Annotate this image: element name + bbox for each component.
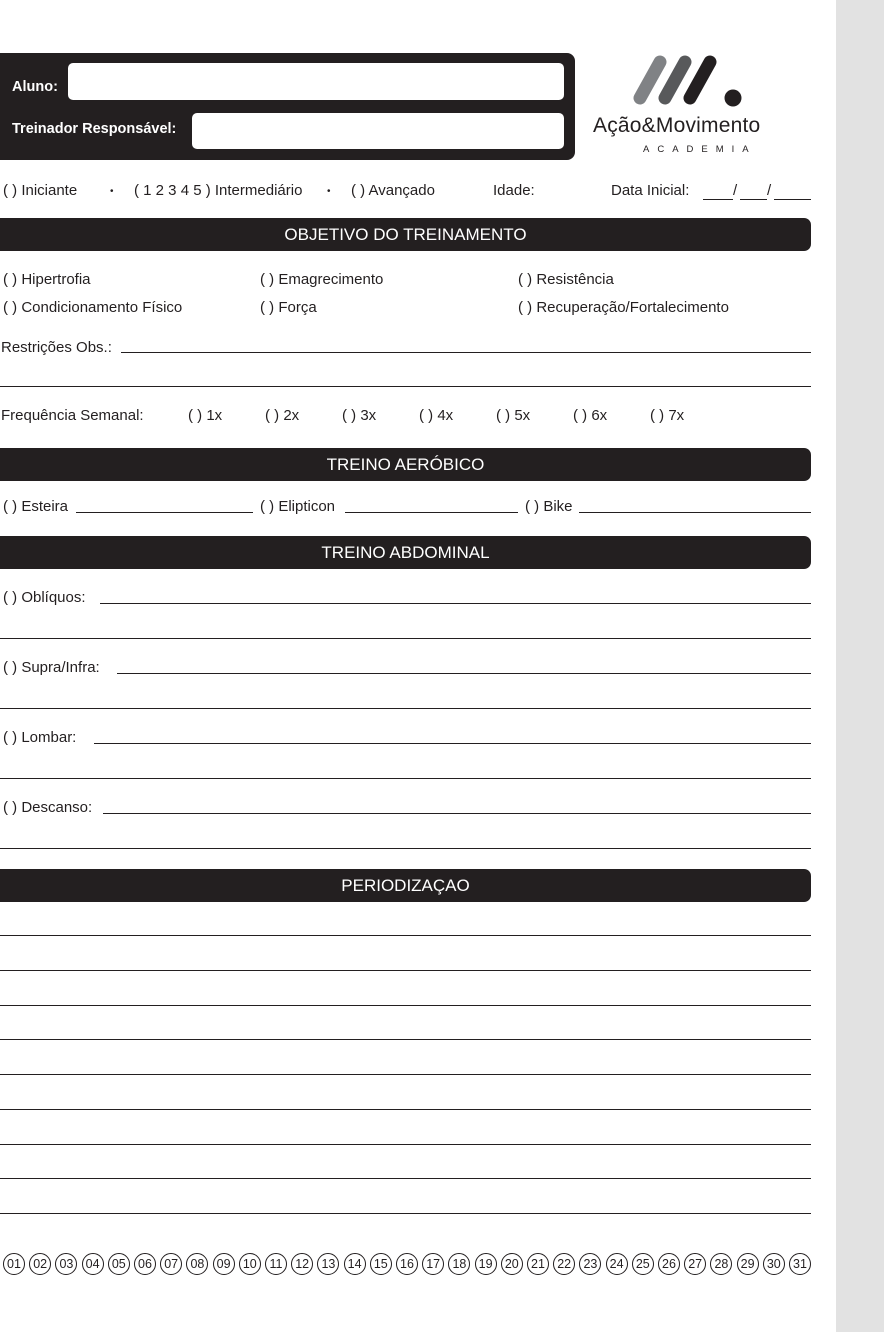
restrictions-line[interactable] bbox=[0, 386, 811, 387]
day-circle[interactable]: 12 bbox=[291, 1253, 313, 1275]
restrictions-line[interactable] bbox=[121, 352, 811, 353]
age-label: Idade: bbox=[493, 182, 535, 199]
section-title: TREINO AERÓBICO bbox=[326, 454, 485, 474]
level-beginner[interactable]: ( ) Iniciante bbox=[3, 182, 78, 199]
frequency-option[interactable]: ( ) 3x bbox=[342, 407, 377, 424]
date-year-line[interactable] bbox=[774, 199, 811, 200]
aerobic-treadmill[interactable]: ( ) Esteira bbox=[3, 498, 69, 515]
day-circle[interactable]: 18 bbox=[448, 1253, 470, 1275]
section-title: PERIODIZAÇAO bbox=[341, 875, 470, 895]
obliques-line[interactable] bbox=[100, 603, 811, 604]
logo-subtitle: ACADEMIA bbox=[643, 144, 757, 155]
day-circle[interactable]: 17 bbox=[422, 1253, 444, 1275]
logo-name: Ação&Movimento bbox=[593, 114, 761, 137]
section-bar-periodization bbox=[0, 869, 811, 902]
bullet: • bbox=[110, 186, 114, 197]
day-circle[interactable]: 26 bbox=[658, 1253, 680, 1275]
rest-line[interactable] bbox=[103, 813, 811, 814]
periodization-line[interactable] bbox=[0, 935, 811, 936]
obliques-line[interactable] bbox=[0, 638, 811, 639]
frequency-option[interactable]: ( ) 1x bbox=[188, 407, 223, 424]
date-separator: / bbox=[733, 182, 738, 199]
objective-option[interactable]: ( ) Resistência bbox=[518, 271, 614, 288]
logo-mark-icon bbox=[630, 54, 750, 110]
date-separator: / bbox=[767, 182, 772, 199]
level-advanced[interactable]: ( ) Avançado bbox=[351, 182, 435, 199]
aerobic-bike[interactable]: ( ) Bike bbox=[525, 498, 573, 515]
trainer-name-field[interactable] bbox=[192, 113, 564, 149]
student-label: Aluno: bbox=[12, 79, 58, 95]
day-circle[interactable]: 02 bbox=[29, 1253, 51, 1275]
section-title: OBJETIVO DO TREINAMENTO bbox=[284, 224, 527, 244]
level-intermediate[interactable]: ( 1 2 3 4 5 ) Intermediário bbox=[134, 182, 303, 199]
supra-infra-line[interactable] bbox=[0, 708, 811, 709]
section-bar-objective bbox=[0, 218, 811, 251]
day-circle[interactable]: 24 bbox=[606, 1253, 628, 1275]
frequency-option[interactable]: ( ) 6x bbox=[573, 407, 608, 424]
day-circle[interactable]: 07 bbox=[160, 1253, 182, 1275]
abdominal-lumbar[interactable]: ( ) Lombar: bbox=[3, 729, 77, 746]
day-circle[interactable]: 27 bbox=[684, 1253, 706, 1275]
objective-option[interactable]: ( ) Emagrecimento bbox=[260, 271, 384, 288]
date-day-line[interactable] bbox=[703, 199, 733, 200]
bike-line[interactable] bbox=[579, 512, 811, 513]
day-circle[interactable]: 22 bbox=[553, 1253, 575, 1275]
objective-option[interactable]: ( ) Força bbox=[260, 299, 317, 316]
page-margin-bar bbox=[836, 0, 884, 1332]
day-circle[interactable]: 19 bbox=[475, 1253, 497, 1275]
abdominal-obliques[interactable]: ( ) Oblíquos: bbox=[3, 589, 86, 606]
frequency-label: Frequência Semanal: bbox=[1, 407, 144, 424]
day-circle[interactable]: 11 bbox=[265, 1253, 287, 1275]
day-circle[interactable]: 10 bbox=[239, 1253, 261, 1275]
frequency-option[interactable]: ( ) 5x bbox=[496, 407, 531, 424]
day-circle[interactable]: 01 bbox=[3, 1253, 25, 1275]
day-circle[interactable]: 04 bbox=[82, 1253, 104, 1275]
frequency-option[interactable]: ( ) 2x bbox=[265, 407, 300, 424]
student-name-field[interactable] bbox=[68, 63, 564, 100]
frequency-option[interactable]: ( ) 4x bbox=[419, 407, 454, 424]
treadmill-line[interactable] bbox=[76, 512, 253, 513]
day-circle[interactable]: 23 bbox=[579, 1253, 601, 1275]
day-circle[interactable]: 25 bbox=[632, 1253, 654, 1275]
day-circle[interactable]: 08 bbox=[186, 1253, 208, 1275]
day-circle[interactable]: 06 bbox=[134, 1253, 156, 1275]
day-circle[interactable]: 03 bbox=[55, 1253, 77, 1275]
lumbar-line[interactable] bbox=[0, 778, 811, 779]
day-circle[interactable]: 14 bbox=[344, 1253, 366, 1275]
student-header-box bbox=[0, 53, 575, 160]
day-circle[interactable]: 13 bbox=[317, 1253, 339, 1275]
abdominal-supra-infra[interactable]: ( ) Supra/Infra: bbox=[3, 659, 100, 676]
aerobic-elliptical[interactable]: ( ) Elipticon bbox=[260, 498, 336, 515]
supra-infra-line[interactable] bbox=[117, 673, 811, 674]
day-circle[interactable]: 29 bbox=[737, 1253, 759, 1275]
abdominal-rest[interactable]: ( ) Descanso: bbox=[3, 799, 93, 816]
day-circle[interactable]: 16 bbox=[396, 1253, 418, 1275]
trainer-label: Treinador Responsável: bbox=[12, 121, 177, 137]
objective-option[interactable]: ( ) Recuperação/Fortalecimento bbox=[518, 299, 729, 316]
day-circle[interactable]: 30 bbox=[763, 1253, 785, 1275]
periodization-line[interactable] bbox=[0, 1039, 811, 1040]
periodization-line[interactable] bbox=[0, 1213, 811, 1214]
elliptical-line[interactable] bbox=[345, 512, 518, 513]
section-bar-aerobic bbox=[0, 448, 811, 481]
day-circle[interactable]: 09 bbox=[213, 1253, 235, 1275]
objective-option[interactable]: ( ) Hipertrofia bbox=[3, 271, 91, 288]
periodization-line[interactable] bbox=[0, 1144, 811, 1145]
day-circle[interactable]: 21 bbox=[527, 1253, 549, 1275]
bullet: • bbox=[327, 186, 331, 197]
objective-option[interactable]: ( ) Condicionamento Físico bbox=[3, 299, 183, 316]
frequency-option[interactable]: ( ) 7x bbox=[650, 407, 685, 424]
section-bar-abdominal bbox=[0, 536, 811, 569]
day-circle[interactable]: 05 bbox=[108, 1253, 130, 1275]
brand-logo bbox=[592, 54, 792, 158]
periodization-line[interactable] bbox=[0, 970, 811, 971]
periodization-line[interactable] bbox=[0, 1074, 811, 1075]
day-circle[interactable]: 15 bbox=[370, 1253, 392, 1275]
day-circle[interactable]: 20 bbox=[501, 1253, 523, 1275]
rest-line[interactable] bbox=[0, 848, 811, 849]
date-month-line[interactable] bbox=[740, 199, 767, 200]
lumbar-line[interactable] bbox=[94, 743, 811, 744]
periodization-line[interactable] bbox=[0, 1109, 811, 1110]
section-title: TREINO ABDOMINAL bbox=[321, 542, 490, 562]
day-circle[interactable]: 31 bbox=[789, 1253, 811, 1275]
periodization-line[interactable] bbox=[0, 1178, 811, 1179]
restrictions-label: Restrições Obs.: bbox=[1, 339, 112, 356]
periodization-line[interactable] bbox=[0, 1005, 811, 1006]
day-circle[interactable]: 28 bbox=[710, 1253, 732, 1275]
start-date-label: Data Inicial: bbox=[611, 182, 690, 199]
